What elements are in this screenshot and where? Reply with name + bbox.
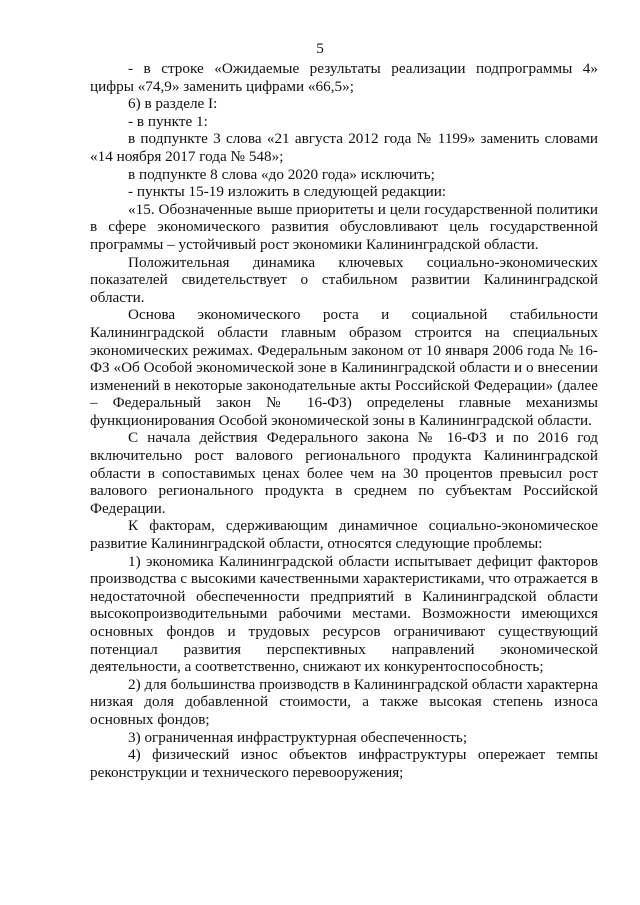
paragraph-problem-4: 4) физический износ объектов инфраструктуры опережает темпы реконструкции и технического перевооружения;: [90, 746, 598, 781]
paragraph-problem-1: 1) экономика Калининградской области испытывает дефицит факторов производства с высокими качественными характеристиками, что отражается в недостаточной обеспеченности предприятий в Калининградской области высокопроизводительными рабочими местами. Возможности имеющихся основных фондов и трудовых ресурсов ограничивают существующий потенциал развития перспективных направлений экономической деятельности, а соответственно, снижают их конкурентоспособность;: [90, 552, 598, 676]
paragraph-15: «15. Обозначенные выше приоритеты и цели государственной политики в сфере экономического развития обусловливают цель государственной программы – устойчивый рост экономики Калининградской области.: [90, 200, 598, 253]
paragraph-subitem-3: в подпункте 3 слова «21 августа 2012 года № 1199» заменить словами «14 ноября 2017 года № 548»;: [90, 130, 598, 165]
paragraph-problem-2: 2) для большинства производств в Калининградской области характерна низкая доля добавленной стоимости, а также высокая степень износа основных фондов;: [90, 675, 598, 728]
paragraph-growth: С начала действия Федерального закона № 16-ФЗ и по 2016 год включительно рост валового регионального продукта Калининградской области в сопоставимых ценах более чем на 30 процентов превысил рост валового регионального продукта в среднем по субъектам Российской Федерации.: [90, 429, 598, 517]
paragraph-problem-3: 3) ограниченная инфраструктурная обеспеченность;: [128, 728, 468, 746]
paragraph-section-i: 6) в разделе I:: [128, 95, 218, 113]
paragraph-dynamics: Положительная динамика ключевых социально-экономических показателей свидетельствует о стабильном развитии Калининградской области.: [90, 253, 598, 306]
paragraph-amend-row: - в строке «Ожидаемые результаты реализации подпрограммы 4» цифры «74,9» заменить цифрами «66,5»;: [90, 60, 598, 95]
paragraph-subitem-8: в подпункте 8 слова «до 2020 года» исключить;: [128, 165, 435, 183]
paragraph-factors: К факторам, сдерживающим динамичное социально-экономическое развитие Калининградской области, относятся следующие проблемы:: [90, 517, 598, 553]
paragraph-items-15-19: - пункты 15-19 изложить в следующей редакции:: [128, 183, 447, 201]
paragraph-basis: Основа экономического роста и социальной стабильности Калининградской области главным образом строится на специальных экономических режимах. Федеральным законом от 10 января 2006 года № 16-ФЗ «Об Особой экономической зоне в Калининградской области и о внесении изменений в некоторые законодательные акты Российской Федерации» (далее – Федеральный закон № 16-ФЗ) определены главные механизмы функционирования Особой экономической зоны в Калининградской области.: [90, 306, 598, 429]
document-body: [90, 60, 598, 781]
paragraph-item-1: - в пункте 1:: [128, 112, 208, 130]
page-number: 5: [316, 40, 324, 57]
